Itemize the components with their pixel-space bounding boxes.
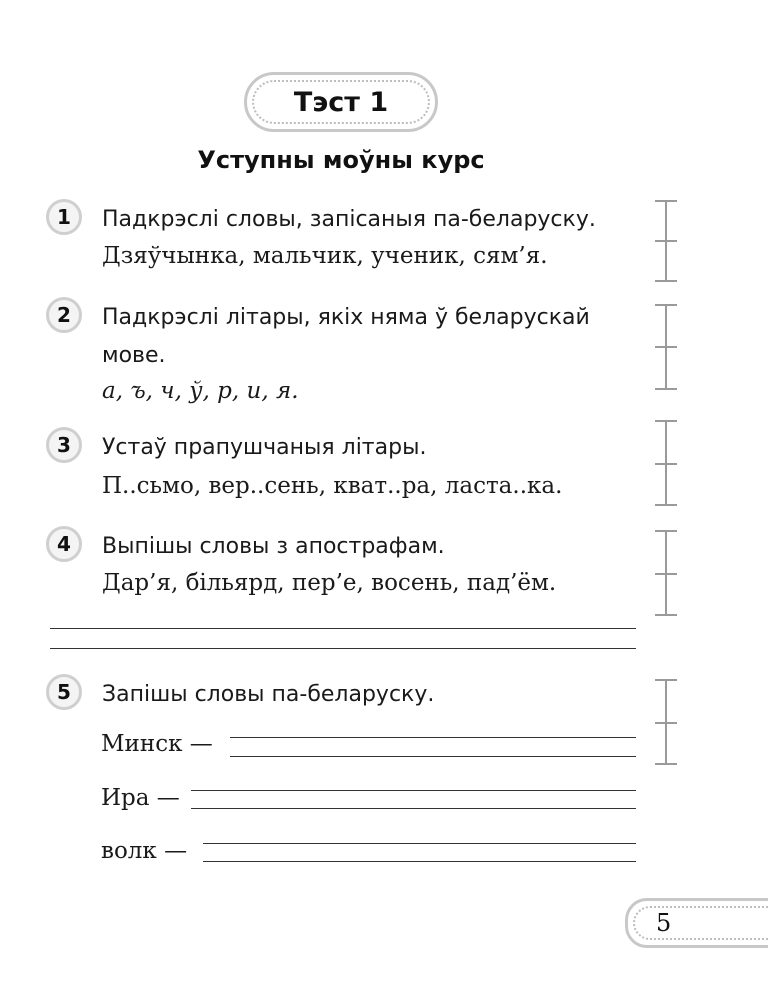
test-title: Тэст 1 [293,86,389,118]
task-words: Дзяўчынка, мальчик, ученик, сям’я. [102,243,548,269]
translate-word: волк — [101,838,188,864]
task-number-badge: 5 [46,674,82,710]
task-number-badge: 4 [46,526,82,562]
task-instruction: Падкрэслі літары, якіх няма ў беларускай мове. [102,305,590,368]
title-badge [244,72,438,132]
task-4 [46,526,646,606]
task-words: Дар’я, більярд, пер’е, восень, пад’ём. [102,570,557,596]
task-5 [46,674,646,714]
score-marker [655,304,677,390]
score-marker [655,200,677,282]
task-instruction: Устаў прапушчаныя літары. [102,435,427,460]
answer-line[interactable] [191,808,636,809]
task-instruction: Падкрэслі словы, запісаныя па-беларуску. [102,207,596,232]
task-words: П..сьмо, вер..сень, кват..ра, ласта..ка. [102,473,563,499]
task-number-badge: 3 [46,427,82,463]
section-subtitle: Уступны моўны курс [197,146,485,174]
answer-line[interactable] [50,628,636,629]
score-marker [655,420,677,506]
answer-line[interactable] [230,756,636,757]
answer-line[interactable] [203,861,636,862]
page-number-badge [625,898,768,948]
task-instruction: Выпішы словы з апострафам. [102,534,445,559]
task-1 [46,199,646,279]
answer-line[interactable] [191,790,636,791]
translate-word: Ира — [101,785,180,811]
answer-line[interactable] [203,843,636,844]
task-number-badge: 1 [46,199,82,235]
task-instruction: Запішы словы па-беларуску. [102,682,435,707]
score-marker [655,530,677,616]
task-3 [46,427,646,507]
answer-line[interactable] [230,737,636,738]
translate-word: Минск — [101,731,213,757]
task-number-badge: 2 [46,297,82,333]
score-marker [655,679,677,765]
page-number: 5 [656,909,672,937]
task-letters: а, ъ, ч, ў, р, и, я. [102,378,299,404]
answer-line[interactable] [50,648,636,649]
task-2 [46,297,646,417]
